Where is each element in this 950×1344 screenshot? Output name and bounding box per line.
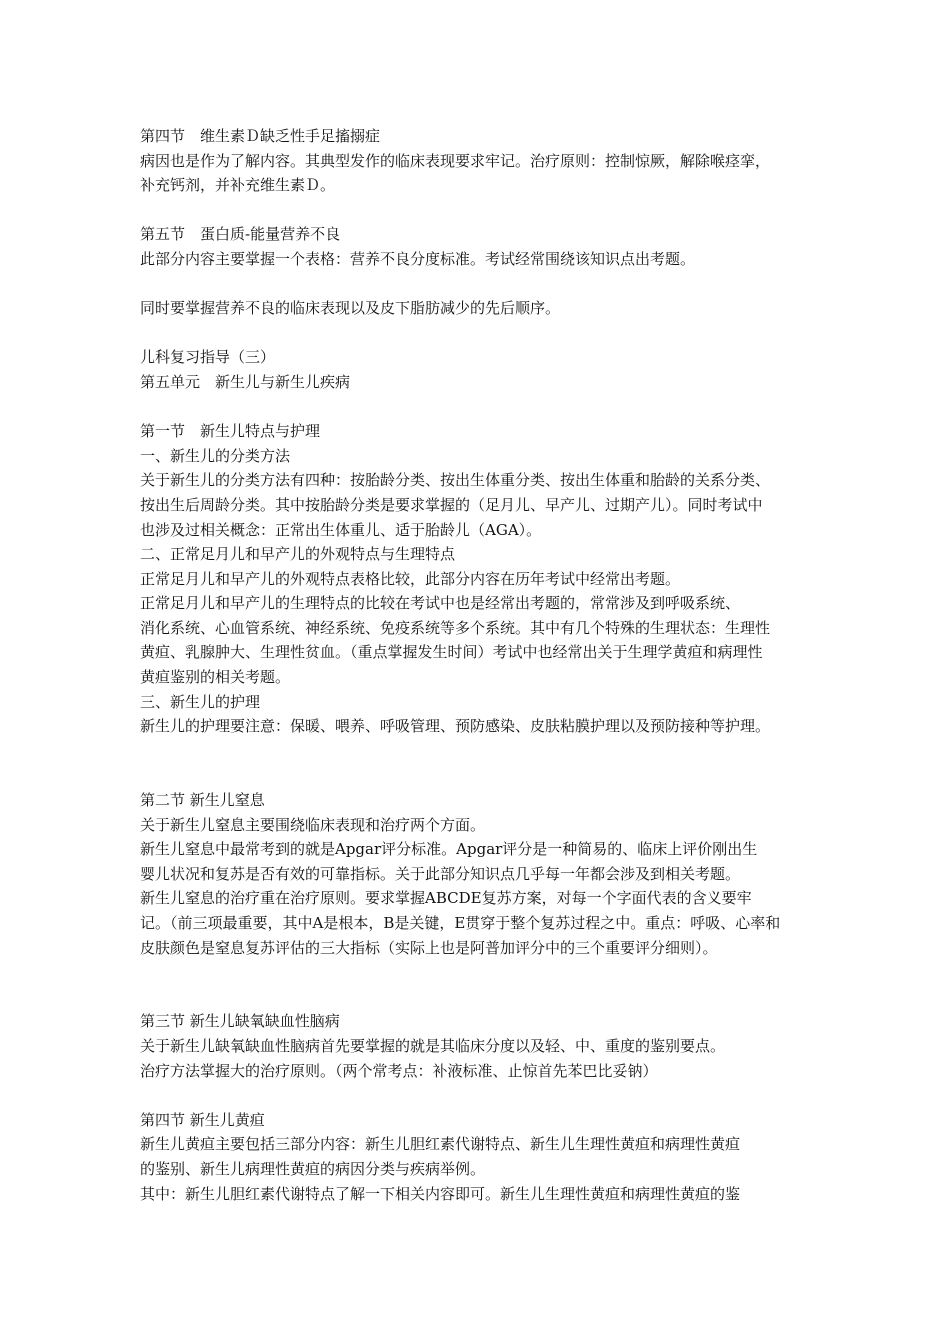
paragraph-line: 新生儿黄疸主要包括三部分内容：新生儿胆红素代谢特点、新生儿生理性黄疸和病理性黄疸 xyxy=(140,1135,741,1154)
paragraph-line: 新生儿的护理要注意：保暖、喂养、呼吸管理、预防感染、皮肤粘膜护理以及预防接种等护理。 xyxy=(140,717,771,736)
paragraph-line: 新生儿窒息的治疗重在治疗原则。要求掌握ABCDE复苏方案，对每一个字面代表的含义要牢 xyxy=(140,889,752,908)
paragraph-line: 关于新生儿的分类方法有四种：按胎龄分类、按出生体重分类、按出生体重和胎龄的关系分类、 xyxy=(140,471,771,490)
blank-line xyxy=(140,198,830,223)
paragraph-line: 关于新生儿缺氧缺血性脑病首先要掌握的就是其临床分度以及轻、中、重度的鉴别要点。 xyxy=(140,1036,726,1055)
section-heading: 第五节 蛋白质-能量营养不良 xyxy=(140,225,341,244)
section-malnutrition xyxy=(140,222,830,271)
blank-line xyxy=(140,1083,830,1108)
subheading: 三、新生儿的护理 xyxy=(140,692,261,711)
paragraph-line: 同时要掌握营养不良的临床表现以及皮下脂肪减少的先后顺序。 xyxy=(140,299,561,318)
chapter-title: 儿科复习指导（三） xyxy=(140,348,276,367)
paragraph-line: 新生儿窒息中最常考到的就是Apgar评分标准。Apgar评分是一种简易的、临床上评价刚出生 xyxy=(140,840,758,859)
section-heading: 第二节 新生儿窒息 xyxy=(140,791,265,810)
section-newborn-characteristics xyxy=(140,419,830,739)
blank-lines xyxy=(140,739,830,788)
blank-lines xyxy=(140,960,830,1009)
section-neonatal-asphyxia xyxy=(140,788,830,960)
blank-line xyxy=(140,321,830,346)
paragraph-line: 也涉及过相关概念：正常出生体重儿、适于胎龄儿（AGA）。 xyxy=(140,520,542,539)
document-body xyxy=(140,124,830,1206)
paragraph-line: 黄疸、乳腺肿大、生理性贫血。（重点掌握发生时间）考试中也经常出关于生理学黄疸和病理性 xyxy=(140,643,763,662)
section-heading: 第一节 新生儿特点与护理 xyxy=(140,422,321,441)
paragraph-line: 治疗方法掌握大的治疗原则。（两个常考点：补液标准、止惊首先苯巴比妥钠） xyxy=(140,1061,658,1080)
subheading: 二、正常足月儿和早产儿的外观特点与生理特点 xyxy=(140,545,456,564)
unit-title: 第五单元 新生儿与新生儿疾病 xyxy=(140,372,351,391)
blank-line xyxy=(140,272,830,297)
section-vitamin-d-tetany xyxy=(140,124,830,198)
paragraph-line: 病因也是作为了解内容。其典型发作的临床表现要求牢记。治疗原则：控制惊厥，解除喉痉挛， xyxy=(140,151,771,170)
section-heading: 第三节 新生儿缺氧缺血性脑病 xyxy=(140,1012,340,1031)
paragraph-line: 正常足月儿和早产儿的外观特点表格比较，此部分内容在历年考试中经常出考题。 xyxy=(140,569,681,588)
paragraph-line: 消化系统、心血管系统、神经系统、免疫系统等多个系统。其中有几个特殊的生理状态：生理性 xyxy=(140,618,771,637)
section-malnutrition-note xyxy=(140,296,830,321)
paragraph-line: 其中：新生儿胆红素代谢特点了解一下相关内容即可。新生儿生理性黄疸和病理性黄疸的鉴 xyxy=(140,1184,741,1203)
paragraph-line: 皮肤颜色是窒息复苏评估的三大指标（实际上也是阿普加评分中的三个重要评分细则）。 xyxy=(140,938,718,957)
section-neonatal-jaundice xyxy=(140,1108,830,1206)
chapter-title-block xyxy=(140,345,830,394)
section-hie xyxy=(140,1009,830,1083)
paragraph-line: 黄疸鉴别的相关考题。 xyxy=(140,668,291,687)
paragraph-line: 关于新生儿窒息主要围绕临床表现和治疗两个方面。 xyxy=(140,815,486,834)
section-heading: 第四节 维生素Ｄ缺乏性手足搐搦症 xyxy=(140,127,381,145)
paragraph-line: 按出生后周龄分类。其中按胎龄分类是要求掌握的（足月儿、早产儿、过期产儿）。同时考试中 xyxy=(140,495,763,514)
paragraph-line: 补充钙剂，并补充维生素Ｄ。 xyxy=(140,176,336,195)
paragraph-line: 记。（前三项最重要，其中A是根本，B是关键，E贯穿于整个复苏过程之中。重点：呼吸、心率和 xyxy=(140,914,781,932)
paragraph-line: 正常足月儿和早产儿的生理特点的比较在考试中也是经常出考题的，常常涉及到呼吸系统、 xyxy=(140,594,741,613)
section-heading: 第四节 新生儿黄疸 xyxy=(140,1110,265,1129)
paragraph-line: 婴儿状况和复苏是否有效的可靠指标。关于此部分知识点几乎每一年都会涉及到相关考题。 xyxy=(140,864,741,883)
paragraph-line: 的鉴别、新生儿病理性黄疸的病因分类与疾病举例。 xyxy=(140,1159,486,1178)
paragraph-line: 此部分内容主要掌握一个表格：营养不良分度标准。考试经常围绕该知识点出考题。 xyxy=(140,249,696,268)
subheading: 一、新生儿的分类方法 xyxy=(140,446,291,465)
blank-line xyxy=(140,395,830,420)
